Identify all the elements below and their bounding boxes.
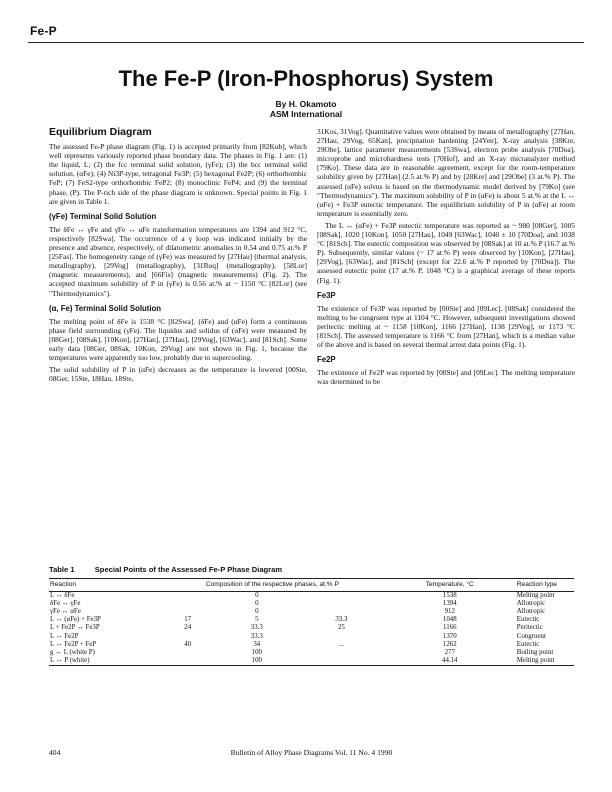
- composition-cell: ...: [338, 640, 345, 648]
- header-temperature: Temperature, °C: [384, 579, 516, 592]
- table-row: [49, 649, 574, 657]
- composition-cell: 0: [255, 608, 259, 615]
- reaction-cell: L ↔ δFe: [50, 591, 75, 599]
- composition-cell: [299, 649, 384, 657]
- composition-cell: 0: [255, 599, 259, 607]
- reaction-cell: L + Fe2P ↔ Fe3P: [50, 624, 100, 632]
- reaction-type-cell: Allotropic: [516, 608, 546, 615]
- composition-cell: [161, 633, 215, 641]
- page-number: 404: [49, 748, 61, 757]
- table-row: [49, 591, 574, 600]
- composition-cell: 33.3: [250, 624, 263, 632]
- paragraph: The δFe ↔ γFe and γFe ↔ αFe transformation temperatures are 1394 and 912 °C, respectively [82Swa]. The occurrence of a γ loop was indicated initially by the presence and absence, respectively, of dilatometric anomalies in 0.54 and 0.75 at.% P [25Fas]. The homogeneity range of (γFe) was measured by [27Hau] (thermal analysis, metallography), [29Vog] (metallography), [31Roq] (metallography), [58Lor] (magnetic measurements), and [66Fis] (magnetic measurements) (Fig. 2). The accepted maximum solubility of P in (γFe) is 0.56 at.% at ~ 1150 °C [82Lor] (see "Thermodynamics").: [49, 224, 307, 298]
- composition-cell: [161, 649, 215, 657]
- reaction-type-cell: Eutectic: [516, 640, 540, 648]
- composition-cell: [161, 591, 215, 600]
- author-block: [0, 99, 612, 119]
- paragraph: The existence of Fe3P was reported by [00Ste] and [09Lec]. [08Sak] considered the melting to be congruent type at 1104 °C. However, subsequent investigations showed peritectic melting at ~ 1158 [10Kon], 1166 [27Han], 1138 [29Vog], or 1173 °C [81Sch]. The assessed temperature is 1166 °C from [27Han], which is a median value of the above and is based on several thermal arrest data points (Fig. 1).: [317, 303, 575, 350]
- composition-cell: 33.3: [250, 632, 263, 640]
- reaction-type-cell: Allotropic: [516, 599, 546, 607]
- header-composition: Composition of the respective phases, at.% P: [161, 579, 384, 592]
- temperature-cell: 1262: [442, 640, 457, 648]
- temperature-cell: 277: [444, 649, 455, 657]
- reaction-cell: γFe ↔ αFe: [50, 608, 81, 615]
- table-body: [49, 591, 574, 666]
- composition-cell: 40: [184, 640, 192, 648]
- paragraph: The assessed Fe-P phase diagram (Fig. 1) is accepted primarily from [82Kub], which well represents variously reported phase boundary data. The phases in Fig. 1 are: (1) the liquid, L; (2) the fcc terminal solid solution, (γFe); (3) the bcc terminal solid solution, (αFe); (4) Ni3P-type, tetragonal Fe3P; (5) hexagonal Fe2P; (6) orthorhombic FeP; (7) FeS2-type orthorhombic FeP2; (8) monoclinic FeP4; and (9) the terminal phase, (P). The P-rich side of the phase diagram is unknown. Special points in Fig. 1 are given in Table 1.: [49, 142, 307, 206]
- reaction-cell: L ↔ (αFe) + Fe3P: [50, 616, 101, 624]
- table-row: [49, 624, 574, 632]
- temperature-cell: 1370: [442, 632, 457, 640]
- author-affiliation: ASM International: [269, 109, 343, 119]
- composition-cell: 100: [251, 649, 262, 657]
- reaction-cell: δFe ↔ γFe: [50, 599, 81, 607]
- temperature-cell: 44.14: [442, 657, 458, 665]
- paragraph: The L ↔ (αFe) + Fe3P eutectic temperature was reported as ~ 980 [08Ger], 1005 [08Sak], 1020 [10Kon], 1050 [27Hau], 1049 [63Wac], 1040 ± 10 [70Doa], and 1038 °C [81Sch]. The eutectic composition was observed by [08Sak] at 10 at.% P (16.7 at.% P). Subsequently, similar values (~ 17 at.% P) were observed by [10Kon], [27Hau], [29Vog], [63Wac], and [81Sch] (except for 22.6 at.% P reported by [70Doa]). The assessed eutectic point (17 at.% P, 1048 °C) is a graphical average of these reports (Fig. 1).: [317, 220, 575, 285]
- composition-cell: [161, 600, 215, 608]
- table-row: [49, 600, 574, 608]
- temperature-cell: 1538: [442, 591, 457, 599]
- subsection-heading: (γFe) Terminal Solid Solution: [49, 211, 157, 221]
- paragraph: The melting point of δFe is 1538 °C [82Swa]. (δFe) and (αFe) form a continuous phase field surrounding (γFe). The liquidus and solidus of (αFe) were measured by [08Ger], [08Sak], [10Kon], [27Han], [27Hau], [29Vog], [63Wac], and [81Sch]. Some early data [08Ger, 08Sak, 10Kon, 29Vog] are not shown in Fig. 1, because the temperatures were apparently too low, probably due to supercooling.: [49, 316, 307, 363]
- composition-cell: [161, 608, 215, 616]
- reaction-cell: L ↔ Fe2P: [50, 632, 79, 640]
- reaction-type-cell: Melting point: [516, 657, 555, 665]
- temperature-cell: 1394: [442, 599, 457, 607]
- composition-cell: 17: [184, 616, 192, 624]
- right-column: [317, 127, 575, 389]
- table-row: [49, 633, 574, 641]
- table-row: [49, 641, 574, 649]
- paragraph: 31Kos, 31Vog]. Quantitative values were obtained by means of metallography [27Han, 27Hau, 29Vog, 65Kan], precipitation hardening [24Yen], X-ray analysis [38Kre, 29Obe], lattice parameter measurements [53Swa], electron probe analysis [70Doa], microprobe and microhardness tests [70Hof], and an X-ray micranalyzer method [79Ko]. These data are in reasonable agreement, except for the room-temperature solubility given by [27Han] (2.5 at.% P) and by [28Kre] and [29Obe] (3 at.% P). The assessed (αFe) solvus is based on the thermodynamic model derived by [79Ko] (see "Thermodynamics"). The maximum solubility of P in (αFe) is about 5 at.% at the L ↔ (αFe) + Fe3P eutectic temperature. The equilibrium solubility of P in (αFe) at room temperature is essentially zero.: [317, 127, 575, 218]
- table-row: [49, 657, 574, 666]
- table-row: [49, 616, 574, 624]
- paragraph: The existence of Fe2P was reported by [00Ste] and [09Lec]. The melting temperature was determined to be: [317, 368, 575, 387]
- table-label: Table 1: [49, 565, 75, 574]
- subsection-heading: Fe3P: [317, 290, 336, 300]
- composition-cell: [299, 608, 384, 616]
- composition-cell: 100: [251, 657, 262, 665]
- journal-citation: Bulletin of Alloy Phase Diagrams Vol. 11 No. 4 1990: [230, 748, 393, 757]
- reaction-type-cell: Eutectic: [516, 616, 540, 624]
- reaction-type-cell: Melting point: [516, 591, 555, 599]
- composition-cell: 0: [255, 591, 259, 599]
- reaction-type-cell: Peritectic: [516, 624, 543, 632]
- running-head: Fe-P: [30, 24, 57, 38]
- subsection-heading: (α, Fe) Terminal Solid Solution: [49, 303, 162, 313]
- composition-cell: [299, 591, 384, 600]
- left-column: [49, 128, 307, 386]
- composition-cell: [299, 657, 384, 666]
- table-caption: [49, 565, 574, 574]
- composition-cell: 33.3: [335, 616, 348, 624]
- table-header-row: [49, 579, 574, 592]
- composition-cell: 24: [184, 624, 192, 632]
- composition-cell: 5: [255, 616, 259, 624]
- article-title: The Fe-P (Iron-Phosphorus) System: [118, 66, 494, 91]
- temperature-cell: 1048: [442, 616, 457, 624]
- temperature-cell: 1166: [443, 624, 457, 632]
- table-title: Special Points of the Assessed Fe-P Phase Diagram: [94, 565, 283, 574]
- header-rule: [28, 42, 584, 43]
- table-1: [49, 565, 574, 666]
- author-name: By H. Okamoto: [275, 99, 337, 109]
- paragraph: The solid solubility of P in (αFe) decreases as the temperature is lowered [00Ste, 08Ger, 15Ste, 18Hau, 18Ste,: [49, 365, 307, 384]
- section-heading-equilibrium: Equilibrium Diagram: [49, 126, 152, 138]
- table-row: [49, 608, 574, 616]
- subsection-heading: Fe2P: [317, 355, 336, 365]
- reaction-type-cell: Boiling point: [516, 649, 554, 657]
- reaction-type-cell: Congruent: [516, 632, 546, 640]
- composition-cell: [299, 633, 384, 641]
- composition-cell: [161, 657, 215, 666]
- composition-cell: 25: [337, 624, 345, 632]
- reaction-cell: g ↔ L (white P): [50, 649, 95, 657]
- special-points-table: [49, 578, 574, 666]
- header-reaction: Reaction: [49, 579, 161, 592]
- composition-cell: 34: [253, 640, 261, 648]
- reaction-cell: L ↔ Fe2P + FeP: [50, 640, 97, 648]
- header-reaction-type: Reaction type: [516, 579, 574, 592]
- temperature-cell: 912: [444, 608, 455, 615]
- composition-cell: [299, 600, 384, 608]
- reaction-cell: L ↔ P (white): [50, 657, 90, 665]
